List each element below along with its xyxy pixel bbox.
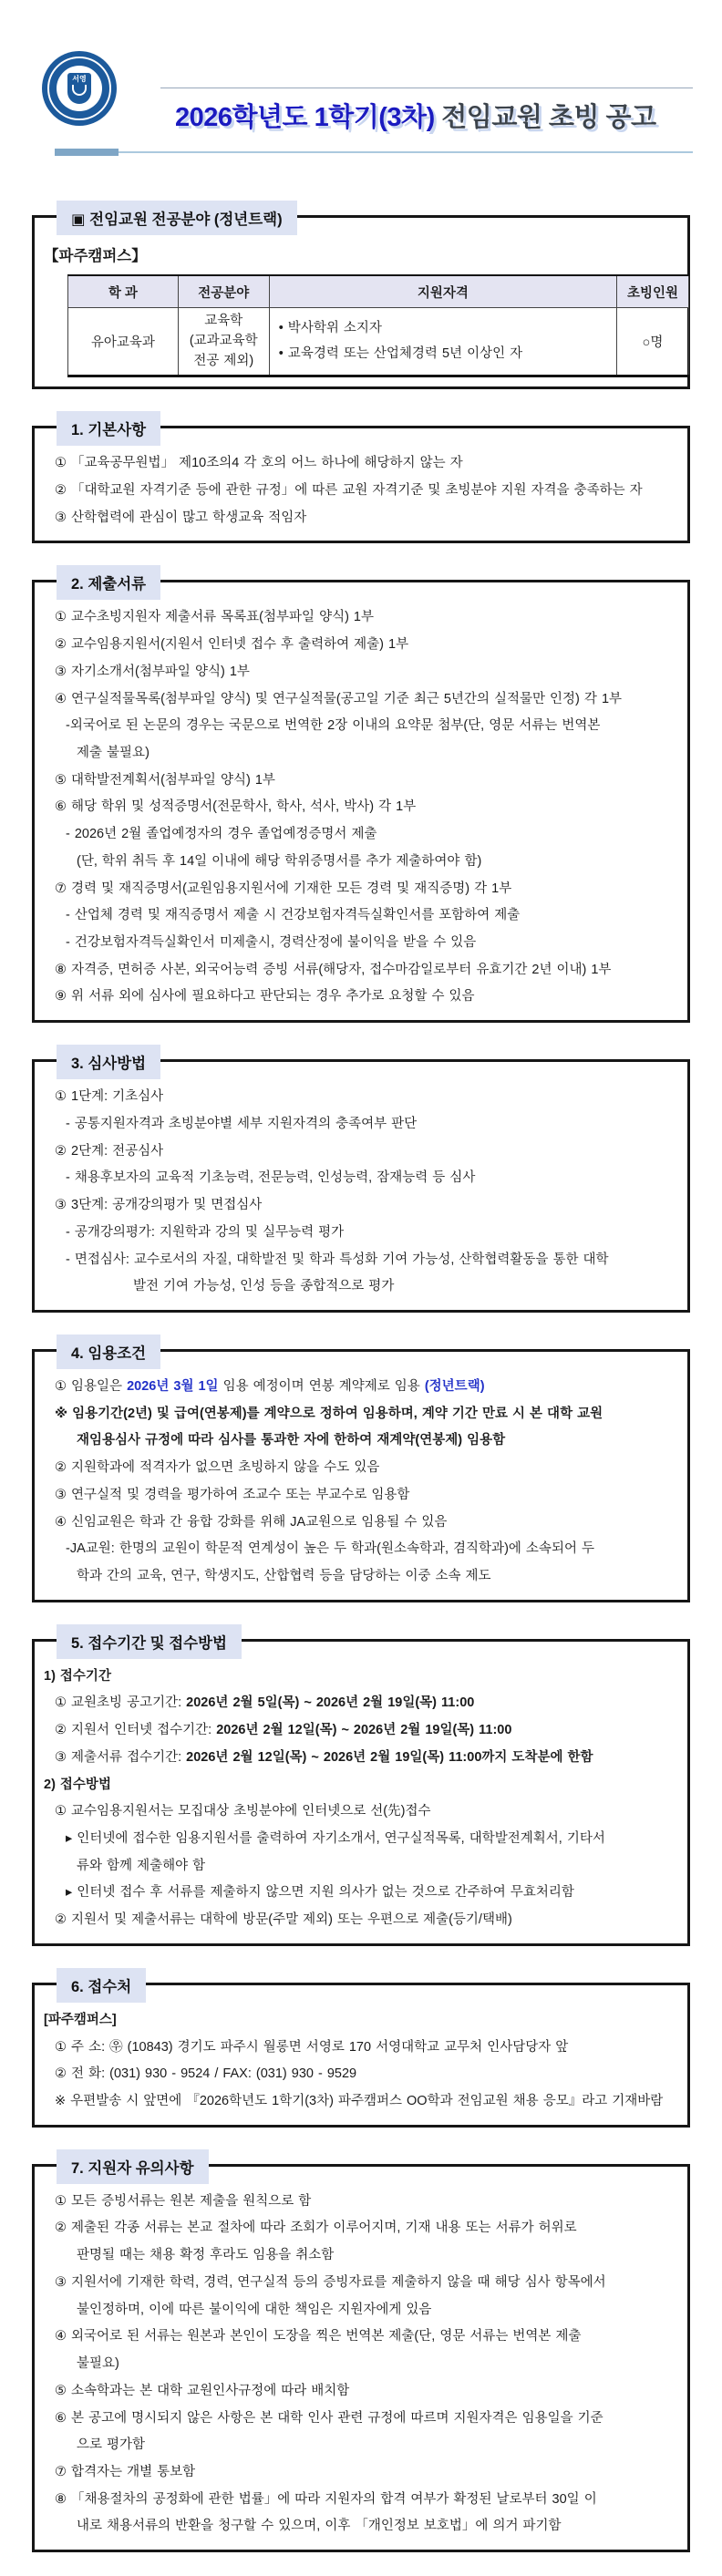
logo-shield [67, 73, 91, 104]
text-line: - 건강보험자격득실확인서 미제출시, 경력산정에 불이익을 받을 수 있음 [66, 935, 477, 951]
section-major-fields [32, 211, 690, 389]
cell-field [178, 308, 269, 376]
text-line: 재임용심사 규정에 따라 심사를 통과한 자에 한하여 재계약(연봉제) 임용함 [77, 1433, 506, 1448]
logo-crescent [72, 85, 87, 96]
text-line: ⑤ 대학발전계획서(첨부파일 양식) 1부 [55, 772, 275, 788]
text-line: (단, 학위 취득 후 14일 이내에 해당 학위증명서를 추가 제출하여야 함) [77, 853, 482, 869]
text-line: 판명될 때는 채용 확정 후라도 임용을 취소함 [77, 2248, 335, 2263]
page-title-accent: 2026학년도 1학기(3차) [175, 103, 435, 132]
section-label: 7. 지원자 유의사항 [57, 2149, 209, 2184]
text-line: - 산업체 경력 및 재직증명서 제출 시 건강보험자격득실확인서를 포함하여 제출 [66, 908, 521, 923]
page-title [175, 97, 656, 134]
section-submission-documents [32, 576, 690, 1023]
text-line: ② 지원서 및 제출서류는 대학에 방문(주말 제외) 또는 우편으로 제출(등기/택배) [55, 1912, 512, 1928]
section-employment-conditions [32, 1345, 690, 1602]
table-row [68, 308, 689, 376]
text-line: 발전 기여 가능성, 인성 등을 종합적으로 평가 [133, 1279, 395, 1294]
text-line: ③ 3단계: 공개강의평가 및 면접심사 [55, 1198, 263, 1213]
section-applicant-notes [32, 2159, 690, 2552]
section-label: 2. 제출서류 [57, 565, 160, 600]
section-application-period-method [32, 1634, 690, 1946]
section-basic-requirements [32, 422, 690, 543]
text-line: -외국어로 된 논문의 경우는 국문으로 번역한 2장 이내의 요약문 첨부(단, 영문 서류는 번역본 [66, 718, 601, 734]
col-header-field: 전공분야 [178, 275, 269, 308]
cell-headcount: ○명 [617, 308, 689, 376]
university-seal-logo [42, 51, 117, 126]
text-line: 2) 접수방법 [44, 1777, 111, 1792]
text-line: 불필요) [77, 2356, 119, 2372]
text-line: ⑦ 경력 및 재직증명서(교원임용지원서에 기재한 모든 경력 및 재직증명) 각 1부 [55, 881, 512, 896]
text-line: ① 교수초빙지원자 제출서류 목록표(첨부파일 양식) 1부 [55, 610, 375, 625]
text-line: ④ 외국어로 된 서류는 원본과 본인이 도장을 찍은 번역본 제출(단, 영문 서류는 번역본 제출 [55, 2329, 582, 2344]
text-line: ① 주 소: ㉾ (10843) 경기도 파주시 월롱면 서영로 170 서영대학교 교무처 인사담당자 앞 [55, 2039, 569, 2055]
text-line: ② 「대학교원 자격기준 등에 관한 규정」에 따른 교원 자격기준 및 초빙분야 지원 자격을 충족하는 자 [55, 482, 643, 498]
text-line: ▸ 인터넷 접수 후 서류를 제출하지 않으면 지원 의사가 없는 것으로 간주하여 무효처리함 [66, 1885, 574, 1901]
text-line: - 공통지원자격과 초빙분야별 세부 지원자격의 충족여부 판단 [66, 1116, 418, 1131]
text-line: ② 제출된 각종 서류는 본교 절차에 따라 조회가 이루어지며, 기재 내용 또는 서류가 허위로 [55, 2221, 577, 2236]
text-line: ② 전 화: (031) 930 - 9524 / FAX: (031) 930 - 9529 [55, 2066, 357, 2082]
section-body [44, 604, 680, 1011]
text-line: ① 「교육공무원법」 제10조의4 각 호의 어느 하나에 해당하지 않는 자 [55, 456, 463, 471]
section-label: ▣ 전임교원 전공분야 (정년트랙) [57, 201, 297, 235]
text-line: • 박사학위 소지자 [278, 321, 382, 336]
text-line: 교육학 [204, 314, 243, 328]
section-label: 3. 심사방법 [57, 1045, 160, 1079]
campus-heading: 【파주캠퍼스】 [44, 248, 147, 264]
text-line: 류와 함께 제출해야 함 [77, 1858, 206, 1873]
text-line: • 교육경력 또는 산업체경력 5년 이상인 자 [278, 345, 523, 361]
section-body [44, 450, 680, 531]
text-line: 1) 접수기간 [44, 1668, 111, 1684]
text-line: ⑨ 위 서류 외에 심사에 필요하다고 판단되는 경우 추가로 요청할 수 있음 [55, 989, 475, 1005]
text-line: ③ 자기소개서(첨부파일 양식) 1부 [55, 664, 250, 679]
text-line: ⑤ 소속학과는 본 대학 교원인사규정에 따라 배치함 [55, 2383, 350, 2398]
text-line: ③ 연구실적 및 경력을 평가하여 조교수 또는 부교수로 임용함 [55, 1487, 410, 1502]
col-header-headcount: 초빙인원 [617, 275, 689, 308]
text-line: ※ 임용기간(2년) 및 급여(연봉제)를 계약으로 정하여 임용하며, 계약 기간 만료 시 본 대학 교원 [55, 1406, 603, 1421]
text-line: - 면접심사: 교수로서의 자질, 대학발전 및 학과 특성화 기여 가능성, 산학협력활동을 통한 대학 [66, 1252, 609, 1267]
section-label: 6. 접수처 [57, 1968, 146, 2003]
text-line: 학과 간의 교육, 연구, 학생지도, 산합협력 등을 담당하는 이중 소속 제도 [77, 1568, 491, 1583]
text-line: ④ 신임교원은 학과 간 융합 강화를 위해 JA교원으로 임용될 수 있음 [55, 1514, 448, 1530]
text-line: ③ 제출서류 접수기간: 2026년 2월 12일(목) ~ 2026년 2월 19일(목) 11:00까지 도착분에 한함 [55, 1749, 593, 1765]
section-label: 4. 임용조건 [57, 1334, 160, 1369]
text-line: [파주캠퍼스] [44, 2012, 117, 2027]
text-line: ① 임용일은 2026년 3월 1일 임용 예정이며 연봉 계약제로 임용 (정년트랙) [55, 1378, 485, 1394]
text-line: ① 모든 증빙서류는 원본 제출을 원칙으로 함 [55, 2193, 312, 2209]
text-line: ② 2단계: 전공심사 [55, 1143, 164, 1159]
cell-qualification [269, 308, 616, 376]
section-body [44, 2007, 680, 2116]
section-body [44, 1374, 680, 1591]
section-label: 5. 접수기간 및 접수방법 [57, 1624, 242, 1659]
text-line: -JA교원: 한명의 교원이 학문적 연계성이 높은 두 학과(원소속학과, 겸직학과)에 소속되어 두 [66, 1541, 594, 1557]
cell-department: 유아교육과 [68, 308, 179, 376]
section-body [44, 1664, 680, 1934]
section-body [44, 2189, 680, 2540]
text-line: 전공 제외) [193, 353, 254, 368]
text-line: 으로 평가함 [77, 2437, 146, 2453]
text-line: 제출 불필요) [77, 746, 150, 760]
text-line: ③ 지원서에 기재한 학력, 경력, 연구실적 등의 증빙자료를 제출하지 않을 때 해당 심사 항목에서 [55, 2274, 606, 2290]
text-line: ⑥ 본 공고에 명시되지 않은 사항은 본 대학 인사 관련 규정에 따르며 지원자격은 임용일을 기준 [55, 2410, 603, 2426]
text-line: ⑧ 「채용절차의 공정화에 관한 법률」에 따라 지원자의 합격 여부가 확정된 날로부터 30일 이 [55, 2491, 597, 2507]
logo-text: 서영 [72, 75, 87, 83]
document-header [0, 26, 722, 179]
text-line: - 채용후보자의 교육적 기초능력, 전문능력, 인성능력, 잠재능력 등 심사 [66, 1170, 476, 1186]
text-line: ※ 우편발송 시 앞면에 『2026학년도 1학기(3차) 파주캠퍼스 OO학과 전임교원 채용 응모』라고 기재바람 [55, 2094, 664, 2109]
text-line: 불인정하며, 이에 따른 불이익에 대한 책임은 지원자에게 있음 [77, 2302, 432, 2317]
text-line: ▸ 인터넷에 접수한 임용지원서를 출력하여 자기소개서, 연구실적목록, 대학발전계획서, 기타서 [66, 1831, 605, 1846]
header-rule-accent-bar [55, 149, 119, 156]
text-line: ④ 연구실적물목록(첨부파일 양식) 및 연구실적물(공고일 기준 최근 5년간의 실적물만 인정) 각 1부 [55, 691, 623, 706]
page-title-main: 전임교원 초빙 공고 [441, 103, 656, 132]
text-line: ① 교수임용지원서는 모집대상 초빙분야에 인터넷으로 선(先)접수 [55, 1804, 431, 1819]
text-line: ⑧ 자격증, 면허증 사본, 외국어능력 증빙 서류(해당자, 접수마감일로부터 유효기간 2년 이내) 1부 [55, 962, 612, 977]
section-body [44, 1084, 680, 1301]
text-line: ② 지원학과에 적격자가 없으면 초빙하지 않을 수도 있음 [55, 1460, 380, 1476]
text-line: (교과교육학 [189, 333, 258, 348]
text-line: ① 1단계: 기초심사 [55, 1089, 164, 1105]
table-header-row [68, 275, 689, 308]
section-screening-method [32, 1056, 690, 1313]
text-line: ⑦ 합격자는 개별 통보함 [55, 2464, 196, 2479]
section-label: 1. 기본사항 [57, 411, 160, 446]
col-header-qualification: 지원자격 [269, 275, 616, 308]
section-application-address [32, 1978, 690, 2128]
text-line: ② 교수임용지원서(지원서 인터넷 접수 후 출력하여 제출) 1부 [55, 637, 409, 653]
text-line: ③ 산학협력에 관심이 많고 학생교육 적임자 [55, 510, 307, 525]
text-line: ① 교원초빙 공고기간: 2026년 2월 5일(목) ~ 2026년 2월 19일(목) 11:00 [55, 1695, 475, 1711]
text-line: ⑥ 해당 학위 및 성적증명서(전문학사, 학사, 석사, 박사) 각 1부 [55, 799, 417, 815]
col-header-department: 학 과 [68, 275, 179, 308]
header-rule-bottom [55, 151, 693, 153]
text-line: - 공개강의평가: 지원학과 강의 및 실무능력 평가 [66, 1224, 345, 1240]
text-line: - 2026년 2월 졸업예정자의 경우 졸업예정증명서 제출 [66, 827, 377, 842]
text-line: ② 지원서 인터넷 접수기간: 2026년 2월 12일(목) ~ 2026년 2월 19일(목) 11:00 [55, 1723, 512, 1738]
faculty-table [67, 274, 689, 377]
text-line: 내로 채용서류의 반환을 청구할 수 있으며, 이후 「개인정보 보호법」에 의거 파기함 [77, 2519, 562, 2534]
